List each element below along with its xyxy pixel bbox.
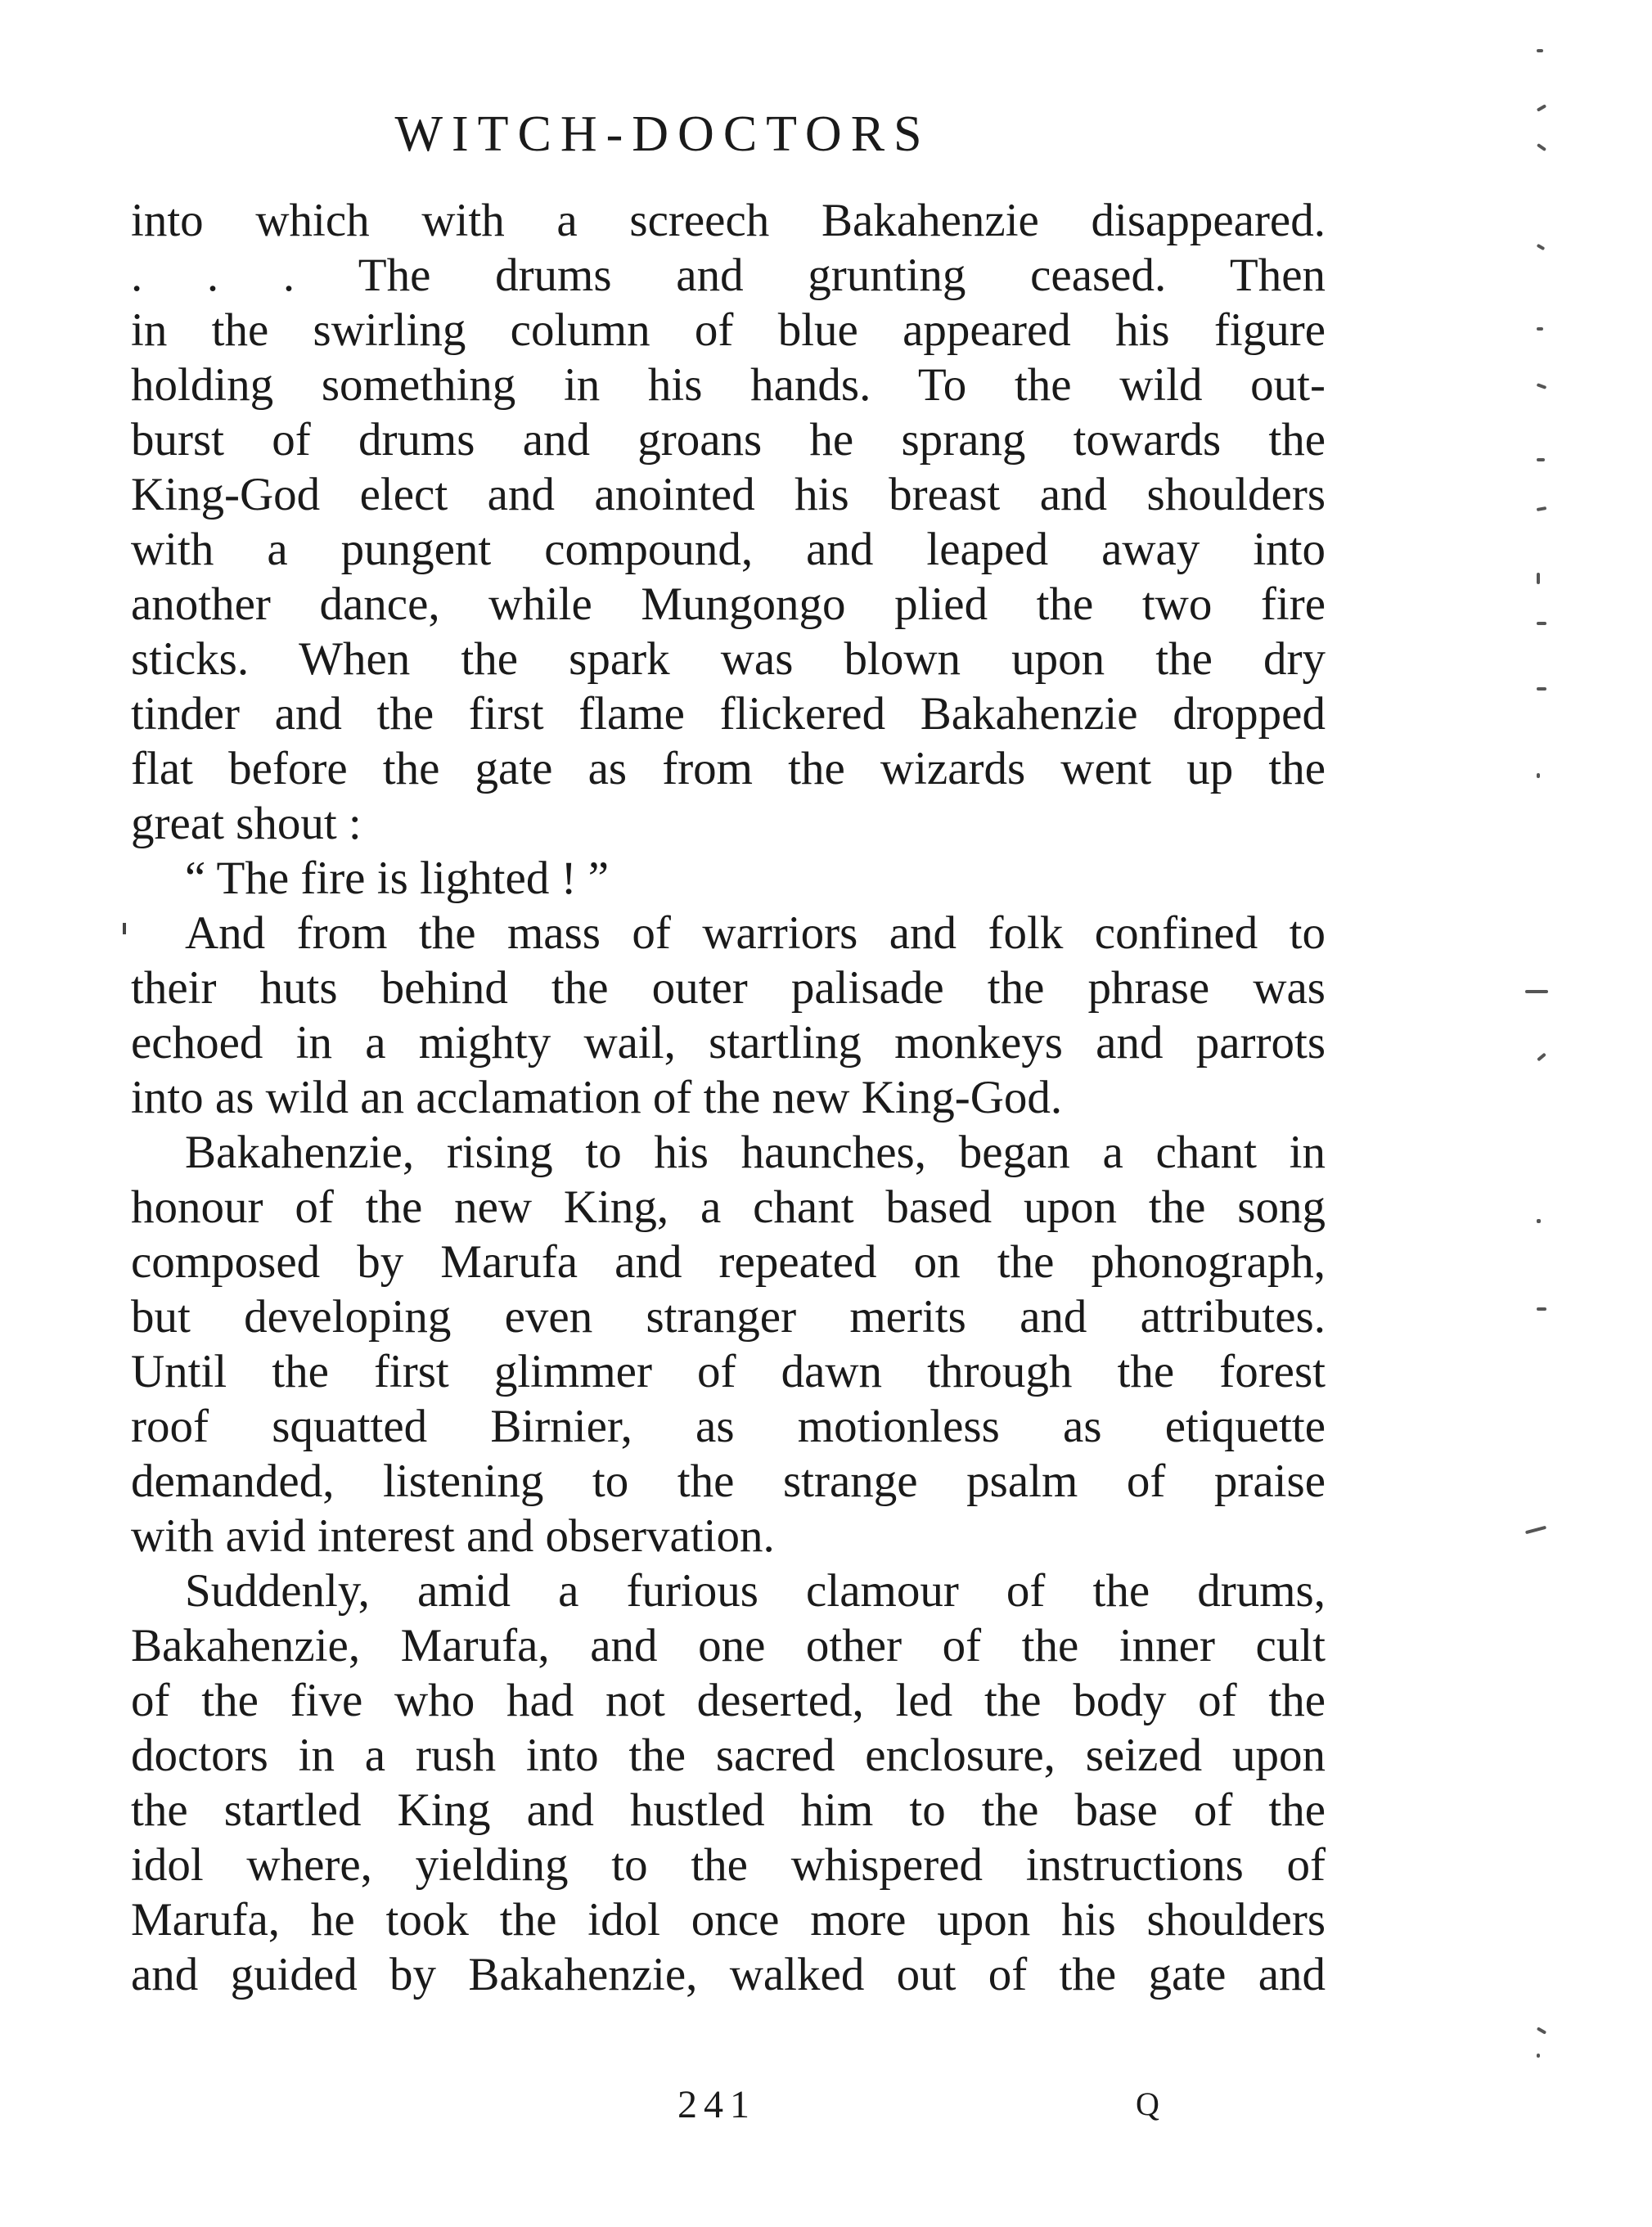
text-line: of the five who had not deserted, led the body of the	[131, 1675, 1326, 1726]
margin-mark	[1537, 2027, 1546, 2034]
margin-mark	[1537, 327, 1543, 331]
text-line: flat before the gate as from the wizards went up the	[131, 743, 1326, 794]
text-line: holding something in his hands. To the wild out-	[131, 359, 1326, 411]
text-line: echoed in a mighty wail, startling monkeys and parrots	[131, 1017, 1326, 1069]
text-line: King-God elect and anointed his breast and shoulders	[131, 469, 1326, 520]
quote-line: “ The fire is lighted ! ”	[185, 853, 610, 904]
text-line: into which with a screech Bakahenzie disappeared.	[131, 195, 1326, 246]
stray-ink-mark	[123, 923, 126, 934]
margin-ink-marks	[1520, 0, 1569, 2227]
margin-mark	[1537, 49, 1543, 52]
text-line: in the swirling column of blue appeared his figure	[131, 304, 1326, 356]
margin-mark	[1537, 2054, 1540, 2058]
text-line: sticks. When the spark was blown upon the dry	[131, 633, 1326, 685]
paragraph-start-line: And from the mass of warriors and folk confined to	[185, 907, 1326, 959]
text-line: tinder and the first flame flickered Bakahenzie dropped	[131, 688, 1326, 740]
text-line: Bakahenzie, Marufa, and one other of the inner cult	[131, 1620, 1326, 1671]
margin-mark	[1537, 104, 1546, 111]
margin-mark	[1537, 1053, 1546, 1062]
page-number: 241	[677, 2083, 756, 2126]
margin-mark	[1537, 244, 1546, 250]
text-line: great shout :	[131, 798, 362, 849]
margin-mark	[1537, 1307, 1546, 1311]
text-line: idol where, yielding to the whispered instructions of	[131, 1839, 1326, 1891]
body-text	[131, 193, 1326, 2002]
margin-mark	[1537, 458, 1545, 461]
text-line: composed by Marufa and repeated on the phonograph,	[131, 1236, 1326, 1288]
paragraph-start-line: Suddenly, amid a furious clamour of the drums,	[185, 1565, 1326, 1617]
text-line: their huts behind the outer palisade the phrase was	[131, 962, 1326, 1014]
margin-mark	[1537, 383, 1547, 389]
text-line: and guided by Bakahenzie, walked out of the gate and	[131, 1949, 1326, 2000]
text-line: into as wild an acclamation of the new King-God.	[131, 1072, 1063, 1123]
text-line: the startled King and hustled him to the base of the	[131, 1784, 1326, 1836]
text-line: but developing even stranger merits and attributes.	[131, 1291, 1326, 1343]
text-line: roof squatted Birnier, as motionless as etiquette	[131, 1401, 1326, 1452]
margin-mark	[1537, 1219, 1541, 1223]
margin-mark	[1537, 687, 1546, 691]
text-line: . . . The drums and grunting ceased. Then	[131, 250, 1326, 301]
margin-mark	[1537, 622, 1546, 625]
text-line: demanded, listening to the strange psalm of praise	[131, 1455, 1326, 1507]
running-head-title: WITCH-DOCTORS	[394, 106, 931, 162]
margin-mark	[1537, 143, 1546, 151]
margin-mark	[1525, 1526, 1546, 1535]
margin-mark	[1537, 506, 1547, 511]
text-line: burst of drums and groans he sprang towards the	[131, 414, 1326, 466]
text-line: with avid interest and observation.	[131, 1510, 775, 1562]
text-line: honour of the new King, a chant based upon the song	[131, 1181, 1326, 1233]
text-line: another dance, while Mungongo plied the two fire	[131, 578, 1326, 630]
text-line: doctors in a rush into the sacred enclosure, seized upon	[131, 1730, 1326, 1781]
paragraph-start-line: Bakahenzie, rising to his haunches, began a chant in	[185, 1127, 1326, 1178]
text-line: Until the first glimmer of dawn through the forest	[131, 1346, 1326, 1397]
text-line: with a pungent compound, and leaped away into	[131, 524, 1326, 575]
margin-mark	[1537, 773, 1540, 778]
signature-mark: Q	[1136, 2085, 1159, 2122]
text-line: Marufa, he took the idol once more upon his shoulders	[131, 1894, 1326, 1946]
margin-mark	[1537, 573, 1540, 584]
margin-mark	[1525, 990, 1548, 993]
